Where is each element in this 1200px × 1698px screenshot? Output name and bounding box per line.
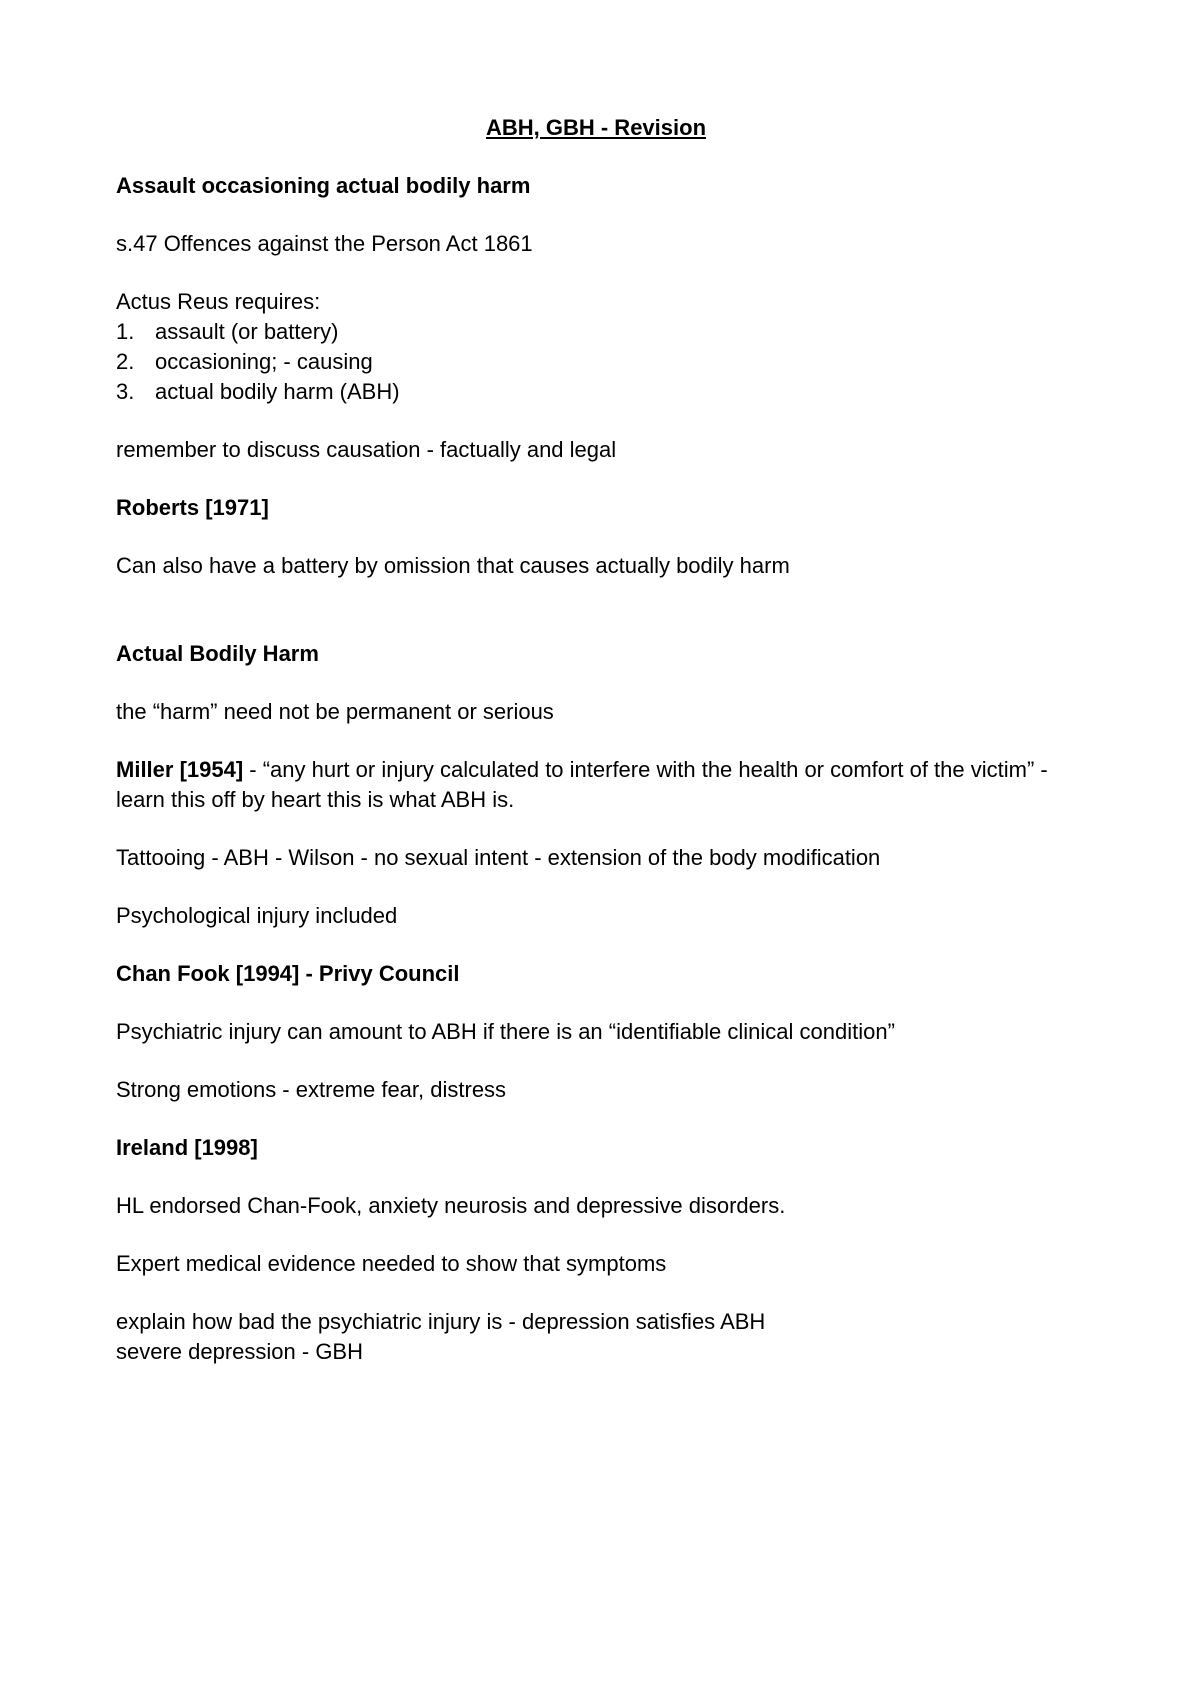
explain-severity-note: explain how bad the psychiatric injury is - depression satisfies ABH	[116, 1309, 766, 1334]
case-heading-roberts: Roberts [1971]	[116, 495, 269, 520]
severe-depression-note: severe depression - GBH	[116, 1339, 363, 1364]
psychological-injury-note: Psychological injury included	[116, 903, 398, 928]
miller-text: - “any hurt or injury calculated to interfere with the health or comfort of the victim” - learn this off by heart this is what ABH is.	[116, 757, 1048, 812]
roberts-text: Can also have a battery by omission that causes actually bodily harm	[116, 553, 790, 578]
list-item-text: occasioning; - causing	[155, 349, 373, 374]
ireland-text: HL endorsed Chan-Fook, anxiety neurosis and depressive disorders.	[116, 1193, 786, 1218]
miller-paragraph	[116, 755, 1076, 815]
statute-reference: s.47 Offences against the Person Act 1861	[116, 231, 533, 256]
actus-reus-list	[116, 317, 1076, 407]
tattooing-note: Tattooing - ABH - Wilson - no sexual intent - extension of the body modification	[116, 845, 881, 870]
list-item-number: 2.	[116, 349, 135, 374]
section-heading-abh-offence: Assault occasioning actual bodily harm	[116, 173, 531, 198]
list-item	[116, 347, 1076, 377]
case-heading-chan-fook: Chan Fook [1994] - Privy Council	[116, 961, 460, 986]
list-item	[116, 377, 1076, 407]
case-name-miller: Miller [1954]	[116, 757, 244, 782]
list-item-text: actual bodily harm (ABH)	[155, 379, 400, 404]
document-page	[116, 113, 1076, 1395]
document-title: ABH, GBH - Revision	[485, 115, 707, 140]
list-item-number: 1.	[116, 319, 135, 344]
section-heading-actual-bodily-harm: Actual Bodily Harm	[116, 641, 319, 666]
causation-note: remember to discuss causation - factually and legal	[116, 437, 617, 462]
chan-fook-text: Psychiatric injury can amount to ABH if there is an “identifiable clinical condition”	[116, 1019, 895, 1044]
expert-evidence-note: Expert medical evidence needed to show that symptoms	[116, 1251, 667, 1276]
harm-definition: the “harm” need not be permanent or serious	[116, 699, 554, 724]
case-heading-ireland: Ireland [1998]	[116, 1135, 258, 1160]
list-item	[116, 317, 1076, 347]
list-item-number: 3.	[116, 379, 135, 404]
blank-line	[116, 609, 1076, 639]
strong-emotions-note: Strong emotions - extreme fear, distress	[116, 1077, 507, 1102]
list-item-text: assault (or battery)	[155, 319, 339, 344]
actus-reus-intro: Actus Reus requires:	[116, 289, 321, 314]
